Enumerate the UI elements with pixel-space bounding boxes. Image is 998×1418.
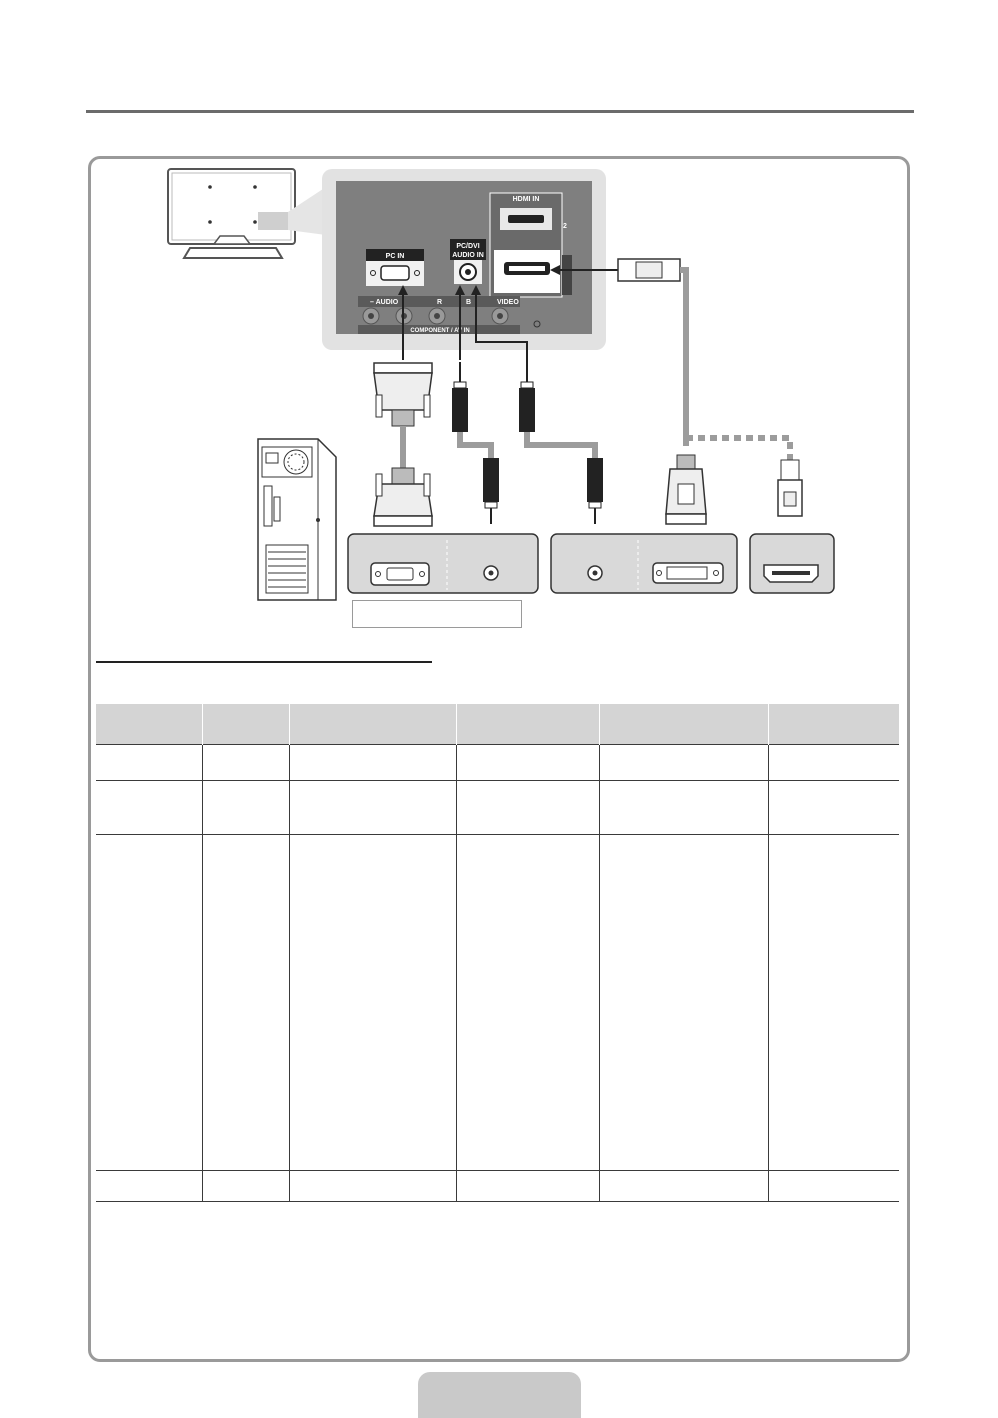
hdmi-in-label: HDMI IN — [512, 196, 540, 203]
tv-front-icon — [168, 169, 326, 258]
audio-in-label: AUDIO IN — [452, 252, 484, 259]
hdmi-device-port-box — [750, 534, 834, 593]
table-header-row — [96, 704, 899, 745]
hdmi-plug — [778, 460, 802, 516]
table-row — [96, 745, 899, 781]
dvi-device-port-box — [551, 534, 737, 593]
table-header-cell — [456, 704, 599, 745]
pc-tower-icon — [258, 439, 336, 600]
tv-rear-panel — [322, 169, 606, 350]
video-label: VIDEO — [497, 299, 519, 306]
hdmi-port-2-label: 2 — [563, 223, 567, 230]
section-heading-rule — [96, 661, 432, 663]
component-av-label: COMPONENT / AV IN — [410, 328, 470, 334]
pc-caption-box — [352, 600, 522, 628]
table-row — [96, 835, 899, 1171]
audio-label: – AUDIO — [370, 299, 399, 306]
table-header-cell — [202, 704, 289, 745]
pc-in-label: PC IN — [385, 253, 405, 260]
pr-label: R — [437, 299, 443, 306]
table-header-cell — [768, 704, 899, 745]
table-row — [96, 1171, 899, 1202]
pb-label: B — [466, 299, 472, 306]
table-header-cell — [96, 704, 202, 745]
table-header-cell — [289, 704, 456, 745]
table-header-cell — [599, 704, 768, 745]
pc-rear-port-box — [348, 534, 538, 593]
page-number-tab — [418, 1372, 581, 1418]
pc-dvi-label: PC/DVI — [456, 243, 480, 250]
display-mode-table — [96, 704, 899, 1202]
dvi-connector — [666, 455, 706, 524]
table-row — [96, 781, 899, 835]
